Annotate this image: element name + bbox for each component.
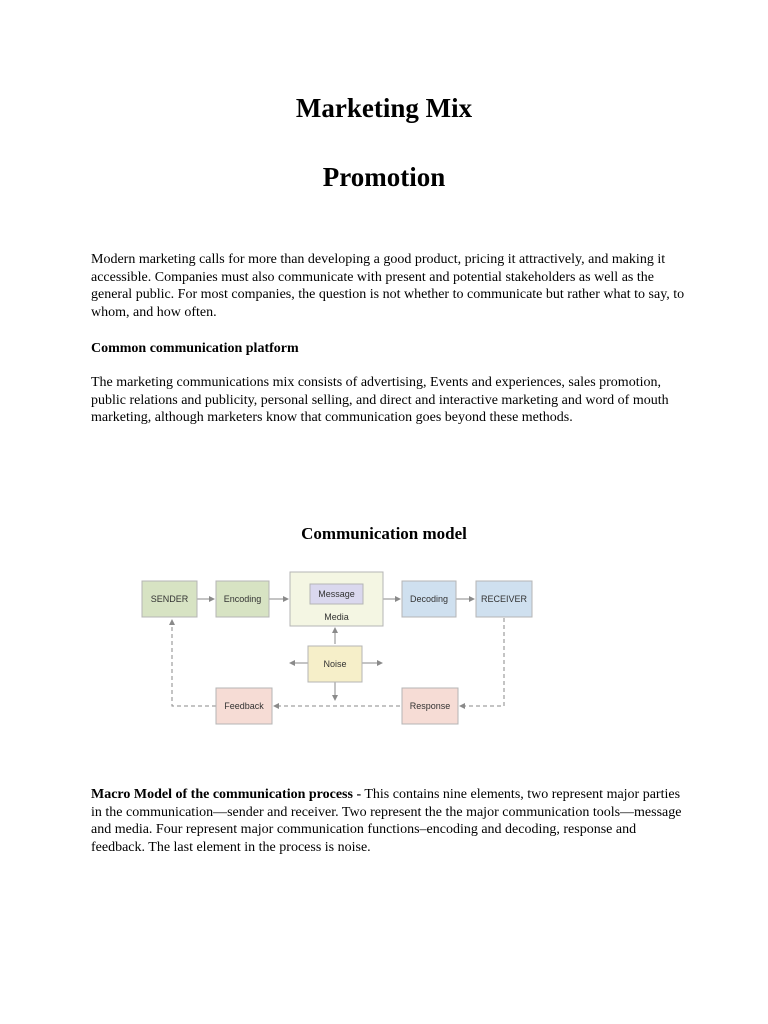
encoding-label: Encoding [223,594,262,604]
page-title: Marketing Mix [295,93,473,123]
response-label: Response [409,701,451,711]
media-label: Media [324,612,349,622]
intro-paragraph: Modern marketing calls for more than developing a good product, pricing it attractively, and making it accessible. Companies must also communicate with present and potential stakeholders as well as the general public. For most companies, the question is not whether to communicate but rather what to say, to whom, and how often. [91,252,685,320]
receiver-label: RECEIVER [480,594,528,604]
dashed-feedback-sender [172,620,216,706]
macro-model-paragraph [91,786,691,856]
message-label: Message [318,589,355,599]
macro-model-text: This contains nine elements, two represent major parties in the communication—sender and receiver. Two represent the the major communication tools—message and media. Four represent major communication functions–encoding and decoding, response and feedback. The last element in the process is noise. [91,787,682,855]
feedback-label: Feedback [224,701,264,711]
platform-paragraph: The marketing communications mix consists of advertising, Events and experiences, sales promotion, public relations and publicity, personal selling, and direct and interactive marketing and word of mouth marketing, although marketers know that communication goes beyond these methods. [91,375,669,425]
sender-label: SENDER [150,594,189,604]
model-heading: Communication model [301,524,467,543]
dashed-receiver-response [460,618,504,706]
platform-heading: Common communication platform [91,341,299,356]
noise-label: Noise [323,659,347,669]
decoding-label: Decoding [409,594,449,604]
page-subtitle: Promotion [322,162,446,192]
macro-model-lead: Macro Model of the communication process - [91,787,362,802]
communication-model-diagram [120,560,540,740]
communication-model-svg [120,560,540,740]
